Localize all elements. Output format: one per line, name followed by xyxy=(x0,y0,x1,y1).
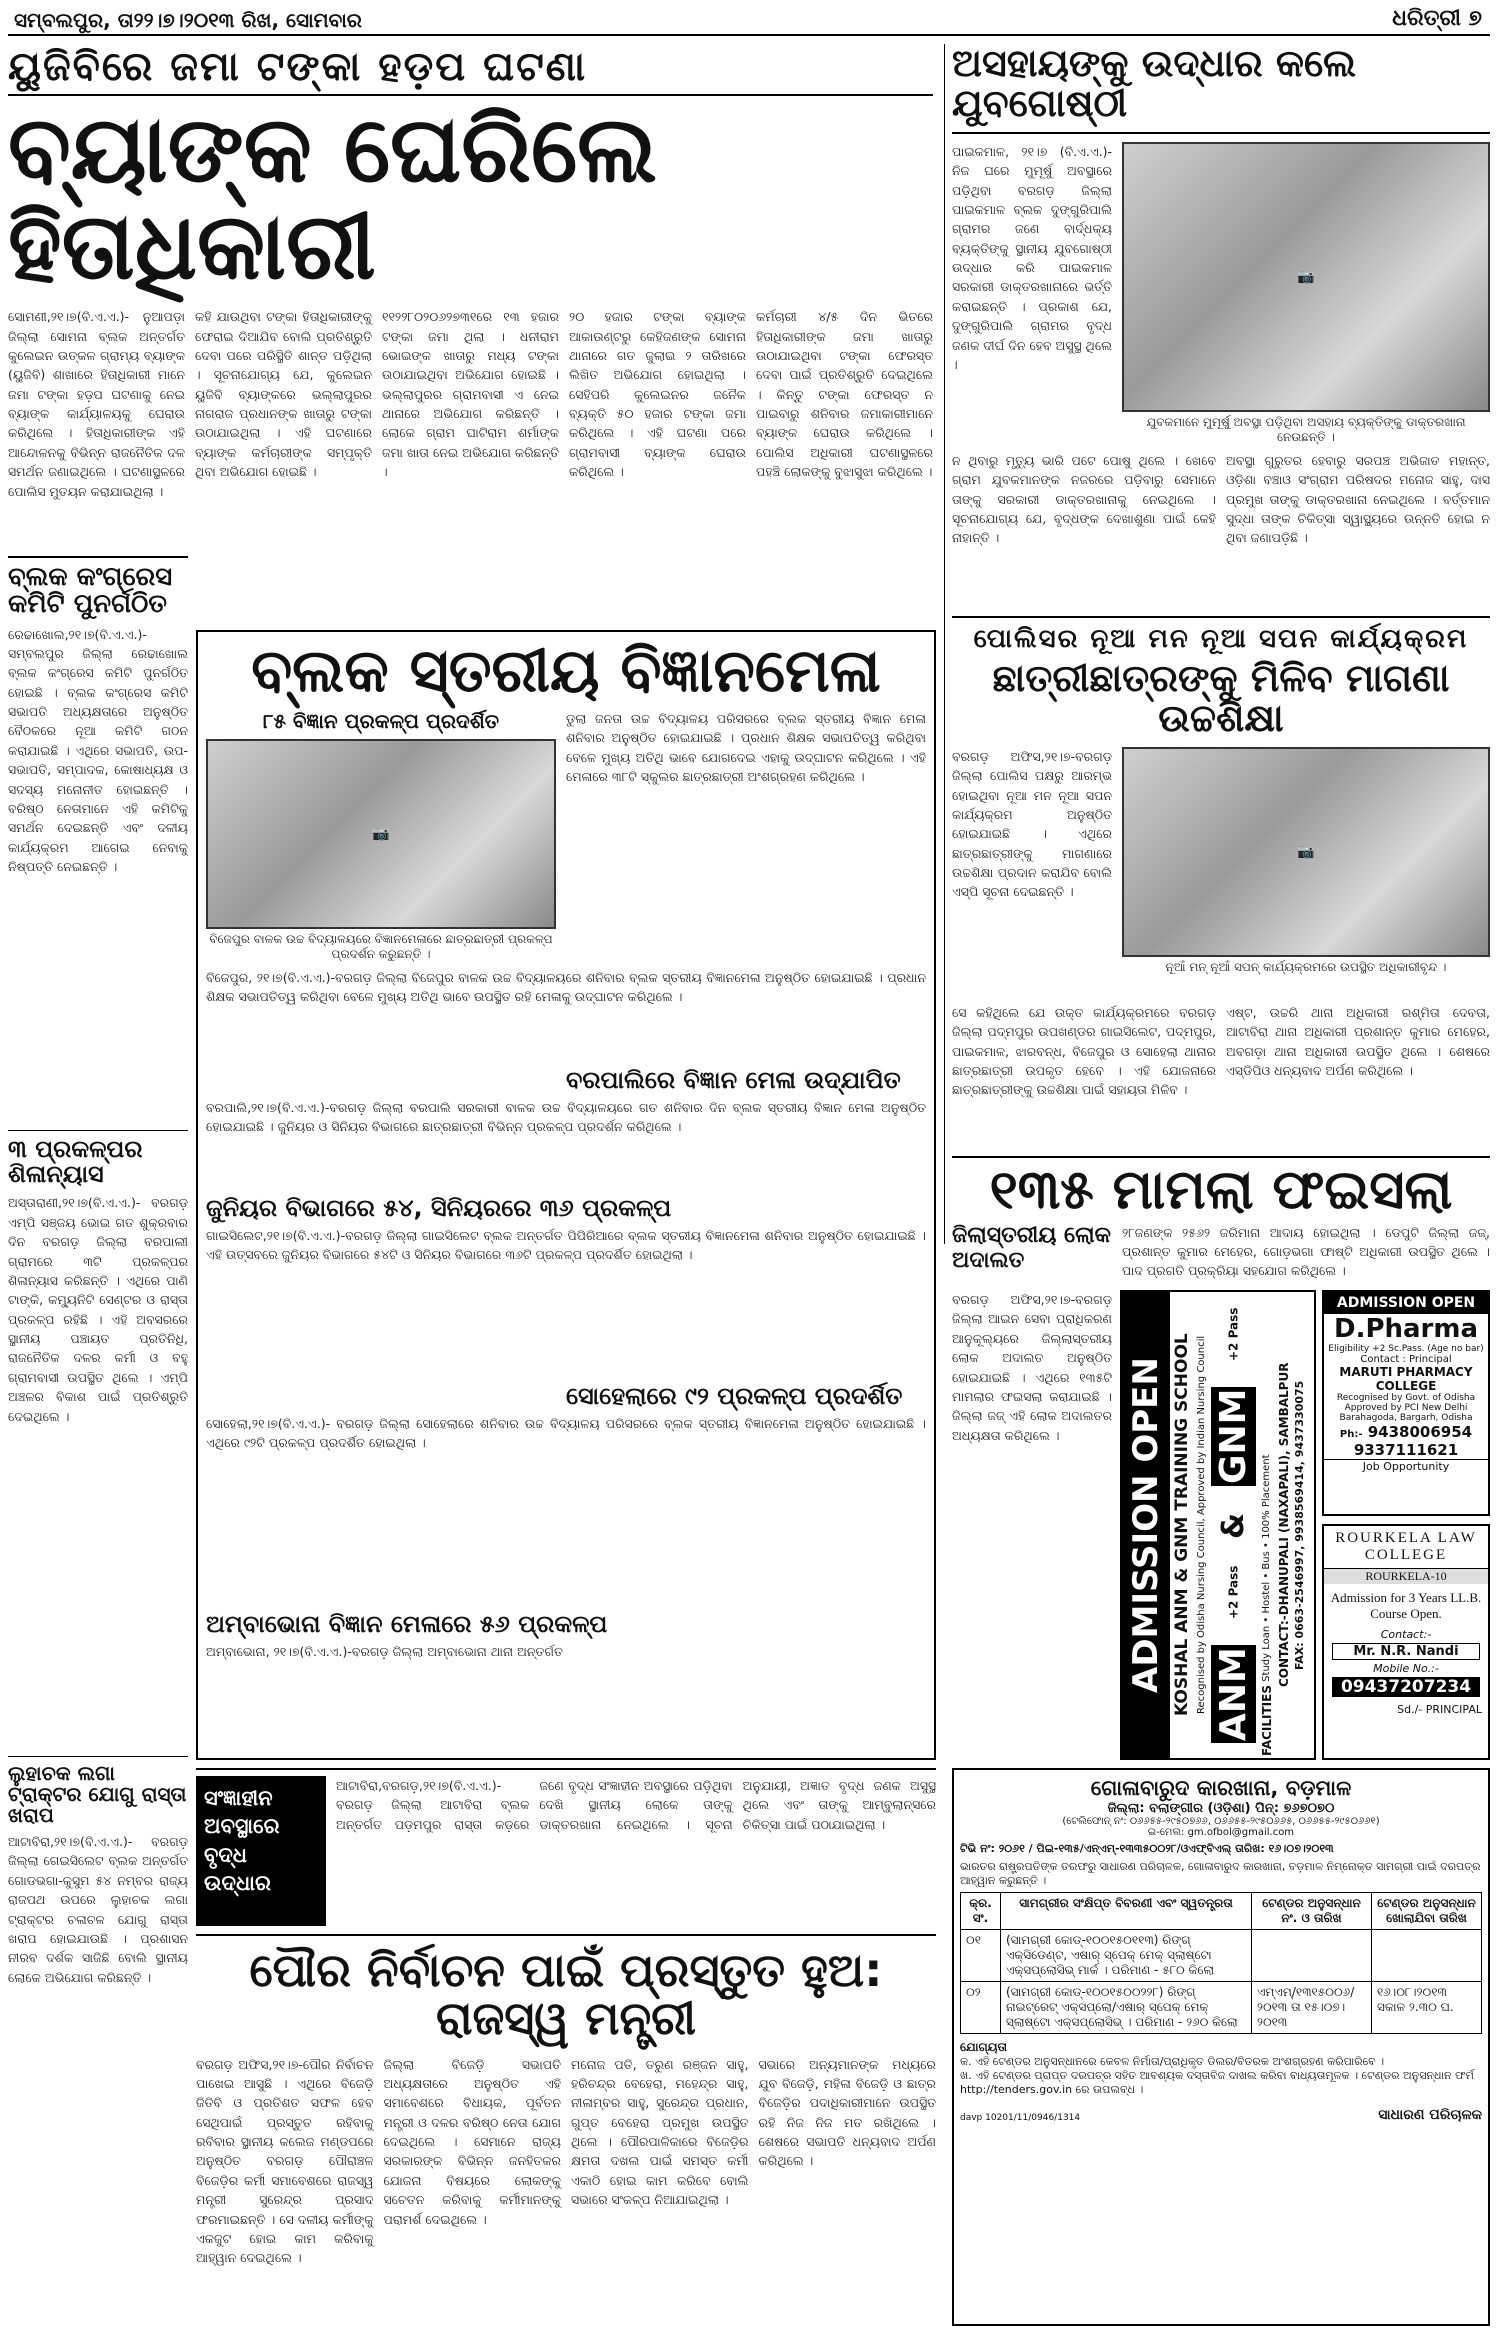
police-photo: 📷 xyxy=(1122,747,1490,957)
nursing-school: KOSHAL ANM & GNM TRAINING SCHOOL xyxy=(1172,1333,1192,1717)
tender-cell xyxy=(1372,1930,1482,1982)
law-sign: Sd./- PRINCIPAL xyxy=(1397,1703,1482,1716)
ad-law xyxy=(1322,1524,1490,1760)
story-science-fair xyxy=(196,630,936,1760)
science-fair-sub2-body: ଗାଇସିଲେଟ,୨୧।୭(ବି.ଏ.ଏ.)-ବରଗଡ଼ ଜିଲ୍ଲା ଗାଇସିଲେଟ ବ୍ଲକ ଅନ୍ତର୍ଗତ ପିପିରିଆରେ ବ୍ଲକ ସ୍ତରୀୟ ବିଜ୍ଞାନମେଳା ଶନିବାର ଅନୁଷ୍ଠିତ ହୋଇଯାଇଛି । ଏହି ଉତ୍ସବରେ ଜୁନିୟର ବିଭାଗରେ ୫୪ଟି ଓ ସିନିୟର ବିଭାଗରେ ୩୬ଟି ପ୍ରକଳ୍ପ ପ୍ରଦର୍ଶିତ ହୋଇଥିଲା । xyxy=(206,1228,926,1263)
pharma-eligibility: Eligibility +2 Sc.Pass. (Age no bar) xyxy=(1328,1344,1484,1354)
story-police xyxy=(952,616,1490,1146)
nursing-amp: & xyxy=(1216,1512,1251,1539)
nursing-facilities: Study Loan • Hostel • Bus • 100% Placement xyxy=(1261,1454,1272,1682)
science-fair-photo: 📷 xyxy=(206,739,556,929)
story-rescue-b2: ଅବସ୍ଥା ଗୁରୁତର ହେବାରୁ ସରପଞ୍ଚ ଅଭିଜାତ ମହାନ୍ତ, ଓଡ଼ିଶା ବଞ୍ଚାଓ ସଂଗ୍ରାମ ପରିଷଦର ମନୋଜ ସାହୁ, ଦାସ ପ୍ରମୁଖ ତାଙ୍କୁ ଡାକ୍ତରଖାନା ନେଇଥିଲେ । ବର୍ତ୍ତମାନ ସୁଦ୍ଧା ତାଙ୍କ ଚିକିତ୍ସା ସ୍ୱାସ୍ଥ୍ୟରେ ଉନ୍ନତି ହୋଇ ନ ଥିବା ଜଣାପଡ଼ିଛି । xyxy=(1226,452,1490,546)
page-label: ଧରିତ୍ରୀ ୭ xyxy=(1392,6,1482,31)
tender-notes-label: ଯୋଗ୍ୟତା xyxy=(960,2040,1008,2054)
nursing-admission: ADMISSION OPEN xyxy=(1122,1292,1170,1758)
municipal-col1: ବରଗଡ଼ ଅଫିସ,୨୧।୭-ପୌର ନିର୍ବାଚନ ପାଖେଇ ଆସୁଛି । ଏଥିରେ ବିଜେଡ଼ି ଜିତିବି ଓ ପ୍ରତିଶତ ସଫଳ ହେବ ସେଥିପାଇଁ ପ୍ରସ୍ତୁତ ରହିବାକୁ ରବିବାର ସ୍ଥାନୀୟ କଲେଜ ମଣ୍ଡପରେ ଅନୁଷ୍ଠିତ ବରଗଡ଼ ପୌରାଞ୍ଚଳ ବିଜେଡ଼ିର କର୍ମୀ ସମାବେଶରେ ରାଜସ୍ୱ ମନ୍ତ୍ରୀ ସୁରେନ୍ଦ୍ର ପ୍ରସାଦ ଫରମାଇଛନ୍ତି । ସେ ଦଳୀୟ କର୍ମୀଙ୍କୁ ଏକଜୁଟ ହୋଇ କାମ କରିବାକୁ ଆହ୍ୱାନ ଦେଇଥିଲେ । xyxy=(196,2056,374,2266)
police-body-left: ବରଗଡ଼ ଅଫିସ,୨୧।୭-ବରଗଡ଼ ଜିଲ୍ଲା ପୋଲିସ ପକ୍ଷରୁ ଆରମ୍ଭ ହୋଇଥିବା ନୂଆ ମନ ନୂଆ ସପନ କାର୍ଯ୍ୟକ୍ରମ ଅନୁଷ୍ଠିତ ହୋଇଯାଇଛି । ଏଥିରେ ଛାତ୍ରଛାତ୍ରୀଙ୍କୁ ମାଗଣାରେ ଉଚ୍ଚଶିକ୍ଷା ପ୍ରଦାନ କରାଯିବ ବୋଲି ଏସ୍‌ପି ସୂଚନା ଦେଇଛନ୍ତି । xyxy=(952,748,1112,900)
nursing-anm-elig: +2 Pass xyxy=(1226,1565,1241,1619)
story-congress-headline: ବ୍ଲକ କଂଗ୍ରେସ କମିଟି ପୁନର୍ଗଠିତ xyxy=(8,562,173,620)
municipal-col2: ଜିଲ୍ଲା ବିଜେଡ଼ି ସଭାପତି ଅଧ୍ୟକ୍ଷତାରେ ଅନୁଷ୍ଠିତ ଏହି ସମାବେଶରେ ବିଧାୟକ, ପୂର୍ବତନ ମନ୍ତ୍ରୀ ଓ ଦଳର ବରିଷ୍ଠ ନେତା ଯୋଗ ଦେଇଥିଲେ । ସେମାନେ ରାଜ୍ୟ ସରକାରଙ୍କ ବିଭିନ୍ନ ଜନହିତକର ଯୋଜନା ବିଷୟରେ ଲୋକଙ୍କୁ ସଚେତନ କରିବାକୁ କର୍ମୀମାନଙ୍କୁ ପରାମର୍ଶ ଦେଇଥିଲେ । xyxy=(383,2056,561,2227)
science-fair-headline: ବ୍ଲକ ସ୍ତରୀୟ ବିଜ୍ଞାନମେଳା xyxy=(251,636,881,706)
tender-cell: (ସାମଗ୍ରୀ କୋଡ୍-୧୦୦୧୫୦୧୧୩) ରିଙ୍ଗ୍ ଏକ୍ସିଡେଣ୍ଟ, ଏଷାର୍ ସ୍ପେକ୍ ମେକ୍ ସ୍ଲାଷ୍ଟୋ ଏକ୍ସପ୍ଲୋସିଭ୍ ମାର୍କ । ପରିମାଣ - ୫୮୦ କିଲୋ xyxy=(1001,1930,1252,1982)
tender-th: କ୍ର. ସଂ. xyxy=(961,1893,1001,1930)
story-rescued-elderly xyxy=(196,1768,936,1926)
story-road-body: ଆଟାବିରା,୨୧।୭(ବି.ଏ.ଏ.)- ବରଗଡ଼ ଜିଲ୍ଲା ଗେଇସିଲେଟ ବ୍ଲକ ଅନ୍ତର୍ଗତ ଗୋଡଭଗା-କୁସୁମ ୫୪ ନମ୍ବର ରାଜ୍ୟ ରାଜପଥ ଉପରେ ଲୁହାଚକ ଲଗା ଟ୍ରାକ୍ଟର ଚଳାଚଳ ଯୋଗୁ ରାସ୍ତା ଖରାପ ହୋଇଯାଉଛି । ପ୍ରଶାସନ ନୀରବ ଦର୍ଶକ ସାଜିଛି ବୋଲି ସ୍ଥାନୀୟ ଲୋକେ ଅଭିଯୋଗ କରିଛନ୍ତି । xyxy=(8,1834,188,1985)
story-rescue-b1: ନ ଥିବାରୁ ମୃତ୍ୟୁ ଭାରି ପଟେ ପୋଷୁ ଥିଲେ । ଖେବେ ଗ୍ରାମ ଯୁବକମାନଙ୍କ ନଜରରେ ପଡ଼ିବାରୁ ସେମାନେ ତାଙ୍କୁ ସରକାରୀ ଡାକ୍ତରଖାନାକୁ ନେଇଥିଲେ । ସୂଚନାଯୋଗ୍ୟ ଯେ, ବୃଦ୍ଧଙ୍କ ଦେଖାଶୁଣା ପାଇଁ କେହି ନାହାନ୍ତି । xyxy=(952,452,1216,546)
science-fair-subkicker: ୮୫ ବିଜ୍ଞାନ ପ୍ରକଳ୍ପ ପ୍ରଦର୍ଶିତ xyxy=(263,709,499,733)
story-foundation-body: ଅସ୍ତାରାଣୀ,୨୧।୭(ବି.ଏ.ଏ.)- ବରଗଡ଼ ଏମ୍ପି ସଞ୍ଜୟ ଭୋଇ ଗତ ଶୁକ୍ରବାର ଦିନ ବରଗଡ଼ ଜିଲ୍ଲା ବରପାଲୀ ଗ୍ରାମରେ ୩ଟି ପ୍ରକଳ୍ପର ଶିଳାନ୍ୟାସ କରିଛନ୍ତି । ଏଥିରେ ପାଣି ଟାଙ୍କି, କମ୍ୟୁନିଟି ସେଣ୍ଟର ଓ ରାସ୍ତା ପ୍ରକଳ୍ପ ରହିଛି । ଏହି ଅବସରରେ ସ୍ଥାନୀୟ ପଞ୍ଚାୟତ ପ୍ରତିନିଧି, ରାଜନୈତିକ ଦଳର କର୍ମୀ ଓ ବହୁ ଗ୍ରାମବାସୀ ଉପସ୍ଥିତ ଥିଲେ । ଏମ୍ପି ଅଞ୍ଚଳର ବିକାଶ ପାଇଁ ପ୍ରତିଶ୍ରୁତି ଦେଇଥିଲେ । xyxy=(8,1195,188,1424)
science-fair-sub1-body: ବରପାଲି,୨୧।୭(ବି.ଏ.ଏ.)-ବରଗଡ଼ ଜିଲ୍ଲା ବରପାଲି ସରକାରୀ ବାଳକ ଉଚ୍ଚ ବିଦ୍ୟାଳୟରେ ଗତ ଶନିବାର ଦିନ ବ୍ଲକ ସ୍ତରୀୟ ବିଜ୍ଞାନ ମେଳା ଅନୁଷ୍ଠିତ ହୋଇଯାଇଛି । ଜୁନିୟର ଓ ସିନିୟର ବିଭାଗରେ ଛାତ୍ରଛାତ୍ରୀ ବିଭିନ୍ନ ପ୍ରକଳ୍ପ ପ୍ରଦର୍ଶନ କରିଥିଲେ । xyxy=(206,1100,926,1135)
tender-phone-line: (ଟେଲିଫୋନ୍ ନଂ: ୦୬୬୫୫-୨୯୫୦୭୬୬, ୦୬୬୫୫-୨୯୫୦୬୬୫, ୦୬୬୫୫-୨୯୫୦୬୬୧) xyxy=(1062,1816,1380,1827)
cases-body-right: ୨୮ଜଣଙ୍କ ୨୫୬୨ ଜରିମାନା ଆଦାୟ ହୋଇଥିଲା । ଡେପୁଟି ଜିଲ୍ଲା ଜଜ୍, ପ୍ରଶାନ୍ତ କୁମାର ମେହେର, ଗୋଡ଼ଭଗା ଫାଷ୍ଟି ଅଧିକାରୀ ଉପସ୍ଥିତ ଥିଲେ । ପାଦ ପ୍ରଗତି ପ୍ରକ୍ରିୟା ସହଯୋଗ କରିଥିଲେ । xyxy=(1122,1224,1490,1279)
story-congress xyxy=(8,556,188,1126)
nursing-gnm: GNM xyxy=(1213,1388,1254,1485)
science-fair-sub3-head: ସୋହେଲାରେ ୯୨ ପ୍ରକଳ୍ପ ପ୍ରଦର୍ଶିତ xyxy=(566,1382,903,1410)
nursing-gnm-elig: +2 Pass xyxy=(1226,1307,1241,1361)
tender-th: ଟେଣ୍ଡର ଅନୁସନ୍ଧାନ ନଂ. ଓ ତାରିଖ xyxy=(1252,1893,1372,1930)
pharma-recognition2: Approved by PCI New Delhi xyxy=(1344,1403,1468,1413)
pharma-contact-label: Contact : Principal xyxy=(1360,1354,1452,1365)
tender-cell xyxy=(1252,1930,1372,1982)
pharma-phone1: 9438006954 xyxy=(1367,1423,1473,1441)
law-text: Admission for 3 Years LL.B. Course Open. xyxy=(1330,1590,1482,1621)
tender-th: ସାମଗ୍ରୀର ସଂକ୍ଷିପ୍ତ ବିବରଣୀ ଏବଂ ସ୍ୱତନ୍ତ୍ରତା xyxy=(1001,1893,1252,1930)
science-fair-sub4-body: ଅମ୍ବାଭୋନା, ୨୧।୭(ବି.ଏ.ଏ.)-ବରଗଡ଼ ଜିଲ୍ଲା ଅମ୍ବାଭୋନା ଥାନା ଅନ୍ତର୍ଗତ xyxy=(206,1644,563,1659)
science-fair-caption: ବିଜେପୁର ବାଳକ ଉଚ୍ଚ ବିଦ୍ୟାଳୟରେ ବିଜ୍ଞାନମେଳାରେ ଛାତ୍ରଛାତ୍ରୀ ପ୍ରକଳ୍ପ ପ୍ରଦର୍ଶନ କରୁଛନ୍ତି । xyxy=(209,932,553,961)
law-contact-label: Contact:- xyxy=(1380,1628,1432,1641)
story-municipal xyxy=(196,1934,936,2326)
law-contact-name: Mr. N.R. Nandi xyxy=(1332,1643,1480,1660)
pharma-recognition1: Recognised by Govt. of Odisha xyxy=(1336,1393,1476,1403)
municipal-col3: ମନୋଜ ପତି, ତରୁଣ ରଞ୍ଜନ ସାହୁ, ହରିଚନ୍ଦ୍ର ବେହେରା, ମହେନ୍ଦ୍ର ସାହୁ, ନୀଳାମ୍ବର ସାହୁ, ସୁରେନ୍ଦ୍ର ପ୍ରଧାନ, ଗୁପ୍ତ ବେହେରା ପ୍ରମୁଖ ଉପସ୍ଥିତ ଥିଲେ । ପୌରପାଳିକାରେ ବିଜେଡ଼ିର କ୍ଷମତା ଦଖଲ ପାଇଁ ସମସ୍ତ କର୍ମୀ ଏକାଠି ହୋଇ କାମ କରିବେ ବୋଲି ସଭାରେ ସଂକଳ୍ପ ନିଆଯାଇଥିଲା । xyxy=(571,2056,749,2208)
police-body-b2: ଏଷ୍ଟ, ଉଚ୍ଚରି ଥାନା ଅଧିକାରୀ ରଶ୍ମିତା ଦେବତା, ଆଟାବିରା ଥାନା ଅଧିକାରୀ ପ୍ରଶାନ୍ତ କୁମାର ମେହେର, ଅବଗଡ଼ା ଥାନା ଅଧିକାରୀ ଉପସ୍ଥିତ ଥିଲେ । ଶେଷରେ ଏସ୍‌ଡିପିଓ ଧନ୍ୟବାଦ ଅର୍ପଣ କରିଥିଲେ । xyxy=(1226,1004,1490,1078)
ad-tender xyxy=(952,1768,1490,2326)
cases-subhead: ଜିଲାସ୍ତରୀୟ ଲୋକ ଅଦାଲତ xyxy=(952,1222,1111,1273)
story-foundation xyxy=(8,1130,188,1750)
nursing-facilities-title: FACILITIES xyxy=(1260,1685,1274,1756)
tender-th: ଟେଣ୍ଡର ଅନୁସନ୍ଧାନ ଖୋଲାଯିବା ତାରିଖ xyxy=(1372,1893,1482,1930)
story-bank-col1: ସୋମଣୀ,୨୧।୭(ବି.ଏ.ଏ.)- ନୁଆପଡ଼ା ଜିଲ୍ଲା ସୋମନା ବ୍ଲକ ଅନ୍ତର୍ଗତ କୁଲେଇନ ଉତ୍କଳ ଗ୍ରାମ୍ୟ ବ୍ୟାଙ୍କ (ୟୁଜିବି) ଶାଖାରେ ହିତାଧିକାରୀ ମାନେ ଜମା ଟଙ୍କା ହଡ଼ପ ଘଟଣାକୁ ନେଇ ବ୍ୟାଙ୍କ କାର୍ଯ୍ୟାଳୟକୁ ଘେରାଉ କରିଥିଲେ । ହିତାଧିକାରୀଙ୍କ ଏହି ଆନ୍ଦୋଳନକୁ ବିଭିନ୍ନ ରାଜନୈତିକ ଦଳ ସମର୍ଥନ ଜଣାଇଥିଲେ । ଘଟଣାସ୍ଥଳରେ ପୋଲିସ ମୁତୟନ କରାଯାଇଥିଲା । xyxy=(8,309,185,499)
story-foundation-headline: ୩ ପ୍ରକଳ୍ପର ଶିଳାନ୍ୟାସ xyxy=(8,1135,143,1189)
science-fair-sub2-head: ଜୁନିୟର ବିଭାଗରେ ୫୪, ସିନିୟରରେ ୩୬ ପ୍ରକଳ୍ପ xyxy=(206,1194,672,1222)
tender-note1: କ. ଏହି ଟେଣ୍ଡର ଅନୁସନ୍ଧାନରେ କେବଳ ନିର୍ମାତା/ପ୍ରାଧିକୃତ ଡିଲର/ବିତରକ ଅଂଶଗ୍ରହଣ କରିପାରିବେ । xyxy=(960,2055,1385,2068)
table-row xyxy=(961,1982,1482,2034)
table-row xyxy=(961,1930,1482,1982)
tender-sign: ସାଧାରଣ ପରିଚାଳକ xyxy=(1378,2107,1482,2123)
story-congress-body: ରେଢାଖୋଲ,୨୧।୭(ବି.ଏ.ଏ.)- ସମ୍ବଲପୁର ଜିଲ୍ଲା ରେଢାଖୋଲ ବ୍ଲକ କଂଗ୍ରେସ କମିଟି ପୁନର୍ଗଠିତ ହୋଇଛି । ବ୍ଲକ କଂଗ୍ରେସ କମିଟି ସଭାପତି ଅଧ୍ୟକ୍ଷତାରେ ଅନୁଷ୍ଠିତ ବୈଠକରେ ନୂଆ କମିଟି ଗଠନ କରାଯାଇଛି । ଏଥିରେ ସଭାପତି, ଉପ-ସଭାପତି, ସମ୍ପାଦକ, କୋଷାଧ୍ୟକ୍ଷ ଓ ସଦସ୍ୟ ମନୋନୀତ ହୋଇଛନ୍ତି । ବରିଷ୍ଠ ନେତାମାନେ ଏହି କମିଟିକୁ ସମର୍ଥନ ଦେଇଛନ୍ତି ଏବଂ ଦଳୀୟ କାର୍ଯ୍ୟକ୍ରମ ଆଗେଇ ନେବାକୁ ନିଷ୍ପତ୍ତି ନେଇଛନ୍ତି । xyxy=(8,626,188,875)
police-photo-caption: ନୂଆଁ ମନ୍ ନୂଆଁ ସପନ୍ କାର୍ଯ୍ୟକ୍ରମରେ ଉପସ୍ଥିତ ଅଧିକାରୀବୃନ୍ଦ । xyxy=(1165,959,1447,974)
tender-table xyxy=(960,1892,1482,2034)
pharma-name: D.Pharma xyxy=(1333,1314,1479,1344)
pharma-footer: Job Opportunity xyxy=(1324,1459,1488,1473)
story-cases xyxy=(952,1156,1490,1279)
police-kicker: ପୋଲିସର ନୂଆ ମନ ନୂଆ ସପନ କାର୍ଯ୍ୟକ୍ରମ xyxy=(973,624,1469,654)
rescue-photo-caption: ଯୁବକମାନେ ମୁମୂର୍ଷୁ ଅବସ୍ଥା ପଡ଼ିଥିବା ଅସହାୟ ବ୍ୟକ୍ତିଙ୍କୁ ଡାକ୍ତରଖାନା ନେଉଛନ୍ତି । xyxy=(1146,414,1466,444)
rescue-photo: 📷 xyxy=(1122,142,1490,412)
tender-cell: ଏମ୍‌ଏମ୍/୧୩୧୫୦୦୬/ ୨୦୧୩ ତା ୧୫।୦୭।୨୦୧୩ xyxy=(1252,1982,1372,2034)
tender-ref: ଟିଭି ନଂ: ୨୦୬୧ / ପିଇ-୧୩୫/ଏନ୍‌ଏମ୍-୧୩୩୫୦୦୨୮/ଓଏଫ୍‌ବିଏଲ୍ ତାରିଖ: ୧୬।୦୭।୨୦୧୩ xyxy=(960,1842,1334,1855)
nursing-anm: ANM xyxy=(1213,1647,1254,1741)
story-road xyxy=(8,1756,188,2326)
tender-cell: (ସାମଗ୍ରୀ କୋଡ୍-୧୦୦୧୫୦୦୨୨୮) ରିଙ୍ଗ୍ ନାଇଟ୍ରେଟ୍ ଏକ୍ସପ୍ଲୋ/ଏଷାର୍ ସ୍ପେକ୍ ମେକ୍ ସ୍ଲାଷ୍ଟୋ ଏକ୍ସପ୍ଲୋସିଭ୍ । ପରିମାଣ - ୨୬୦ କିଲୋ xyxy=(1001,1982,1252,2034)
elderly-body: ଆଟାବିରା,ବରଗଡ଼,୨୧।୭(ବି.ଏ.ଏ.)- ବରଗଡ଼ ଜିଲ୍ଲା ଆଟାବିରା ବ୍ଲକ ଅନ୍ତର୍ଗତ ପଡ଼ମପୁର ରାସ୍ତା କଡ଼ରେ ଜଣେ ବୃଦ୍ଧ ସଂଜ୍ଞାହୀନ ଅବସ୍ଥାରେ ପଡ଼ିଥିବା ଦେଖି ସ୍ଥାନୀୟ ଲୋକେ ତାଙ୍କୁ ଡାକ୍ତରଖାନା ନେଇଥିଲେ । ସୂଚନା ଅନୁଯାୟୀ, ଅଜ୍ଞାତ ବୃଦ୍ଧ ଜଣକ ଅସୁସ୍ଥ ଥିଲେ ଏବଂ ତାଙ୍କୁ ଆମ୍ବୁଲାନ୍ସରେ ଚିକିତ୍ସା ପାଇଁ ପଠାଯାଇଥିଲା । xyxy=(336,1778,936,1832)
law-mobile-label: Mobile No.:- xyxy=(1373,1662,1439,1675)
law-city: ROURKELA-10 xyxy=(1324,1569,1488,1584)
story-rescue-headline: ଅସହାୟଙ୍କୁ ଉଦ୍ଧାର କଲେ ଯୁବଗୋଷ୍ଠୀ xyxy=(952,44,1490,134)
tender-dist: ଜିଲ୍ଲା: ବଲାଙ୍ଗୀର (ଓଡ଼ିଶା) ପିନ୍: ୭୬୭୦୭୦ xyxy=(1107,1801,1335,1816)
law-name: ROURKELA LAW COLLEGE xyxy=(1324,1526,1488,1569)
science-fair-sub3-body: ସୋହେଲା,୨୧।୭(ବି.ଏ.ଏ.)- ବରଗଡ଼ ଜିଲ୍ଲା ସୋହେଲାରେ ଶନିବାର ଉଚ୍ଚ ବିଦ୍ୟାଳୟ ପରିସରରେ ବ୍ଲକ ସ୍ତରୀୟ ବିଜ୍ଞାନମେଳା ଅନୁଷ୍ଠିତ ହୋଇଯାଇଛି । ଏଥିରେ ୯୨ଟି ପ୍ରକଳ୍ପ ପ୍ରଦର୍ଶିତ ହୋଇଥିଲା । xyxy=(206,1416,926,1451)
story-bank-col5: କର୍ମଚାରୀ ୪/୫ ଦିନ ଭିତରେ ହିତାଧିକାରୀଙ୍କ ଜମା ଖାତାରୁ ଉଠାଯାଇଥିବା ଟଙ୍କା ଫେରସ୍ତ ଦେବା ପାଇଁ ପ୍ରତିଶ୍ରୁତି ଦେଇଥିଲେ । କିନ୍ତୁ ଟଙ୍କା ଫେରସ୍ତ ନ ପାଇବାରୁ ଶନିବାର ଜମାକାରୀମାନେ ବ୍ୟାଙ୍କ ଘେରାଉ କରିଥିଲେ । ପୋଲିସ ଅଧିକାରୀ ଘଟଣାସ୍ଥଳରେ ପହଞ୍ଚି ଲୋକଙ୍କୁ ବୁଝାସୁଝା କରିଥିଲେ । xyxy=(756,309,933,480)
date-line: ସମ୍ବଲପୁର, ତା୨୨।୭।୨୦୧୩ ରିଖ, ସୋମବାର xyxy=(14,8,362,32)
story-bank-kicker: ୟୁଜିବିରେ ଜମା ଟଙ୍କା ହଡ଼ପ ଘଟଣା xyxy=(8,44,933,96)
tender-cell: ୧୬।୦୮।୨୦୧୩ ସକାଳ ୨.୩୦ ଘ. xyxy=(1372,1982,1482,2034)
column-divider xyxy=(944,44,945,1244)
cases-headline: ୧୩୫ ମାମଲା ଫଇସଲା xyxy=(989,1158,1453,1221)
tender-note2: ଖ. ଏହି ଟେଣ୍ଡର ପ୍ରାପ୍ତ ଦରପତ୍ର ସହିତ ଆବଶ୍ୟକ ଦସ୍ତାବିଜ ଦାଖଲ କରିବା ବାଧ୍ୟତାମୂଳକ । ଟେଣ୍ଡର ଅନୁସନ୍ଧାନ ଫର୍ମ http://tenders.gov.in ରେ ଉପଲବ୍ଧ । xyxy=(960,2069,1474,2096)
nursing-contact: CONTACT:-DHANUPALI (NAXAPALI), SAMBALPUR xyxy=(1277,1362,1291,1688)
tender-davp: davp 10201/11/0946/1314 xyxy=(960,2113,1081,2123)
pharma-address: Barahagoda, Bargarh, Odisha xyxy=(1339,1413,1473,1423)
science-fair-body-right: ଡୁଲା ଜନତା ଉଚ୍ଚ ବିଦ୍ୟାଳୟ ପରିସରରେ ବ୍ଲକ ସ୍ତରୀୟ ବିଜ୍ଞାନ ମେଳା ଶନିବାର ଅନୁଷ୍ଠିତ ହୋଇଯାଇଛି । ପ୍ରଧାନ ଶିକ୍ଷକ ସଭାପତିତ୍ୱ କରିଥିବା ବେଳେ ମୁଖ୍ୟ ଅତିଥି ଭାବେ ଯୋଗଦେଇ ଏହାକୁ ଉଦ୍‌ଘାଟନ କରିଥିଲେ । ଏହି ମେଳାରେ ୩୮ଟି ସ୍କୁଲର ଛାତ୍ରଛାତ୍ରୀ ଅଂଶଗ୍ରହଣ କରିଥିଲେ । xyxy=(566,711,926,785)
story-road-headline: ଲୁହାଚକ ଲଗା ଟ୍ରାକ୍ଟର ଯୋଗୁ ରାସ୍ତା ଖରାପ xyxy=(8,1761,187,1827)
pharma-phone-prefix: Ph:- xyxy=(1339,1429,1363,1440)
science-fair-body-left: ବିଜେପୁର, ୨୧।୭(ବି.ଏ.ଏ.)-ବରଗଡ଼ ଜିଲ୍ଲା ବିଜେପୁର ବାଳକ ଉଚ୍ଚ ବିଦ୍ୟାଳୟରେ ଶନିବାର ବ୍ଲକ ସ୍ତରୀୟ ବିଜ୍ଞାନମେଳା ଅନୁଷ୍ଠିତ ହୋଇଯାଇଛି । ପ୍ରଧାନ ଶିକ୍ଷକ ସଭାପତିତ୍ୱ କରିଥିବା ବେଳେ ମୁଖ୍ୟ ଅତିଥି ଭାବେ ଉପସ୍ଥିତ ରହି ମେଳାକୁ ଉଦ୍‌ଘାଟନ କରିଥିଲେ । xyxy=(206,970,926,1005)
nursing-recognised: Recognised by Odisha Nursing Council, Approved by Indian Nursing Council xyxy=(1196,1335,1207,1715)
story-bank-col3: ୧୧୨୨୮୦୨୦୬୨୭୩୧ରେ ୧୩ ହଜାର ଟଙ୍କା ଜମା ଥିଲା । ଧନୀରାମ ଭୋଇଙ୍କ ଖାତାରୁ ମଧ୍ୟ ଟଙ୍କା ଉଠାଯାଇଥିବା ଅଭିଯୋଗ ହୋଇଛି । ଭଲ୍ଲାପୁରର ଗ୍ରାମବାସୀ ଏ ନେଇ ଥାନାରେ ଅଭିଯୋଗ କରିଛନ୍ତି । ଲୋକେ ଗ୍ରାମ ଘାଟିରାମ ଶର୍ମାଙ୍କ ଜମା ଖାତା ନେଇ ଅଭିଯୋଗ କରିଛନ୍ତି । xyxy=(382,309,559,480)
tender-email-line: ଇ-ମେଲ: gm.ofbol@gmail.com xyxy=(1147,1827,1295,1838)
nursing-phones: FAX: 0663-2546997, 9938569414, 9437330075 xyxy=(1293,1380,1306,1670)
elderly-box-headline: ସଂଜ୍ଞାହୀନ ଅବସ୍ଥାରେ ବୃଦ୍ଧ ଉଦ୍ଧାର xyxy=(196,1776,326,1926)
story-rescue xyxy=(952,41,1490,604)
story-bank-col2: କହି ଯାଉଥିବା ଟଙ୍କା ହିତାଧିକାରୀଙ୍କୁ ଫେରାଇ ଦିଆଯିବ ବୋଲି ପ୍ରତିଶ୍ରୁତି ଦେବା ପରେ ପରିସ୍ଥିତି ଶାନ୍ତ ପଡ଼ିଥିଲା । ସୂଚନାଯୋଗ୍ୟ ଯେ, କୁଲେଇନ ୟୁଜିବି ବ୍ୟାଙ୍କରେ ଭଲ୍ଲାପୁରର ନାଗରାଜ ପ୍ରଧାନଙ୍କ ଖାତାରୁ ଟଙ୍କା ଉଠାଯାଇଥିଲା । ଏହି ଘଟଣାରେ ବ୍ୟାଙ୍କ କର୍ମଚାରୀଙ୍କ ସମ୍ପୃକ୍ତି ଥିବା ଅଭିଯୋଗ ହୋଇଛି । xyxy=(195,309,372,480)
municipal-headline: ପୌର ନିର୍ବାଚନ ପାଇଁ ପ୍ରସ୍ତୁତ ହୁଅ: ରାଜସ୍ୱ ମନ୍ତ୍ରୀ xyxy=(249,1943,883,2046)
story-bank xyxy=(8,44,933,544)
tender-title: ଗୋଳାବାରୁଦ କାରଖାନା, ବଡ଼ମାଳ xyxy=(1090,1776,1352,1800)
police-body-b1: ସେ କହିଥିଲେ ଯେ ଉକ୍ତ କାର୍ଯ୍ୟକ୍ରମରେ ବରଗଡ଼ ଜିଲ୍ଲା ପଦ୍ମପୁର ଉପଖଣ୍ଡର ଗାଇସିଲେଟ, ପଦ୍ମପୁର, ପାଇକମାଳ, ଝାରବନ୍ଧ, ବିଜେପୁର ଓ ସୋହେଲା ଥାନାର ଛାତ୍ରଛାତ୍ରୀ ଉପକୃତ ହେବେ । ଏହି ଯୋଜନାରେ ଛାତ୍ରଛାତ୍ରୀଙ୍କୁ ଉଚ୍ଚଶିକ୍ଷା ପାଇଁ ସହାୟତା ମିଳିବ । xyxy=(952,1004,1216,1098)
municipal-col4: ସଭାରେ ଅନ୍ୟମାନଙ୍କ ମଧ୍ୟରେ ଯୁବ ବିଜେଡ଼ି, ମହିଳା ବିଜେଡ଼ି ଓ ଛାତ୍ର ବିଜେଡ଼ିର ପଦାଧିକାରୀମାନେ ଉପସ୍ଥିତ ରହି ନିଜ ନିଜ ମତ ରଖିଥିଲେ । ଶେଷରେ ସଭାପତି ଧନ୍ୟବାଦ ଅର୍ପଣ କରିଥିଲେ । xyxy=(758,2056,936,2169)
story-bank-col4: ୨୦ ହଜାର ଟଙ୍କା ବ୍ୟାଙ୍କ ଆକାଉଣ୍ଟରୁ କେହିଜଣଙ୍କ ସୋମନା ଥାନାରେ ଗତ ଜୁଲାଇ ୨ ତାରିଖରେ ଲିଖିତ ଅଭିଯୋଗ ହୋଇଥିଲା । ସେହିପରି କୁଲେଇନର ଜନୈକ ବ୍ୟକ୍ତି ୫୦ ହଜାର ଟଙ୍କା ଜମା କରିଥିଲେ । ଏହି ଘଟଣା ପରେ ଗ୍ରାମବାସୀ ବ୍ୟାଙ୍କ ଘେରାଉ କରିଥିଲେ । xyxy=(569,309,746,480)
tender-cell: ୦୧ xyxy=(961,1930,1001,1982)
cases-body-left: ବରଗଡ଼ ଅଫିସ,୨୧।୭-ବରଗଡ଼ ଜିଲ୍ଲା ଆଇନ ସେବା ପ୍ରାଧିକରଣ ଆନୁକୂଲ୍ୟରେ ଜିଲ୍ଲାସ୍ତରୀୟ ଲୋକ ଅଦାଲତ ଅନୁଷ୍ଠିତ ହୋଇଯାଇଛି । ଏଥିରେ ୧୩୫ଟି ମାମଲାର ଫଇସଲା କରାଯାଇଛି । ଜିଲ୍ଲା ଜଜ୍ ଏହି ଲୋକ ଅଦାଲତର ଅଧ୍ୟକ୍ଷତା କରିଥିଲେ । xyxy=(952,1292,1112,1443)
tender-cell: ୦୨ xyxy=(961,1982,1001,2034)
page-header xyxy=(8,4,1490,36)
story-rescue-left: ପାଇକମାଳ, ୨୧।୭ (ବି.ଏ.ଏ.)-ନିଜ ଘରେ ମୁମୂର୍ଷୁ ଅବସ୍ଥାରେ ପଡ଼ିଥିବା ବରଗଡ଼ ଜିଲ୍ଲା ପାଇକମାଳ ବ୍ଲକ ଦୁଙ୍ଗୁରିପାଲି ଗ୍ରାମର ଜଣେ ବାର୍ଦ୍ଧକ୍ୟ ବ୍ୟକ୍ତିଙ୍କୁ ସ୍ଥାନୀୟ ଯୁବଗୋଷ୍ଠୀ ଉଦ୍ଧାର କରି ପାଇକମାଳ ସରକାରୀ ଡାକ୍ତରଖାନାରେ ଭର୍ତ୍ତି କରାଇଛନ୍ତି । ପ୍ରକାଶ ଯେ, ଦୁଙ୍ଗୁରିପାଲି ଗ୍ରାମର ବୃଦ୍ଧ ଜଣକ ଦୀର୍ଘ ଦିନ ହେବ ଅସୁସ୍ଥ ଥିଲେ । xyxy=(952,143,1112,372)
law-mobile: 09437207234 xyxy=(1332,1677,1480,1697)
pharma-title: ADMISSION OPEN xyxy=(1324,1292,1488,1314)
science-fair-sub1-head: ବରପାଲିରେ ବିଜ୍ଞାନ ମେଳା ଉଦ୍‌ଯାପିତ xyxy=(566,1066,901,1094)
tender-intro: ଭାରତର ରାଷ୍ଟ୍ରପତିଙ୍କ ତରଫରୁ ସାଧାରଣ ପରିଚାଳକ, ଗୋଳାବାରୁଦ କାରଖାନା, ବଡ଼ମାଳ ନିମ୍ନୋକ୍ତ ସାମଗ୍ରୀ ପାଇଁ ଦରପତ୍ର ଆହ୍ୱାନ କରୁଛନ୍ତି । xyxy=(960,1860,1481,1887)
pharma-phone2: 9337111621 xyxy=(1353,1441,1459,1459)
science-fair-sub4-head: ଅମ୍ବାଭୋନା ବିଜ୍ଞାନ ମେଳାରେ ୫୬ ପ୍ରକଳ୍ପ xyxy=(206,1610,608,1638)
ad-pharma xyxy=(1322,1290,1490,1516)
pharma-college: MARUTI PHARMACY COLLEGE xyxy=(1339,1365,1473,1393)
story-bank-headline: ବ୍ୟାଙ୍କ ଘେରିଲେ ହିତାଧିକାରୀ xyxy=(8,96,658,300)
police-headline: ଛାତ୍ରୀଛାତ୍ରଙ୍କୁ ମିଳିବ ମାଗଣା ଉଚ୍ଚଶିକ୍ଷା xyxy=(992,656,1450,740)
ad-nursing xyxy=(1120,1290,1316,1760)
